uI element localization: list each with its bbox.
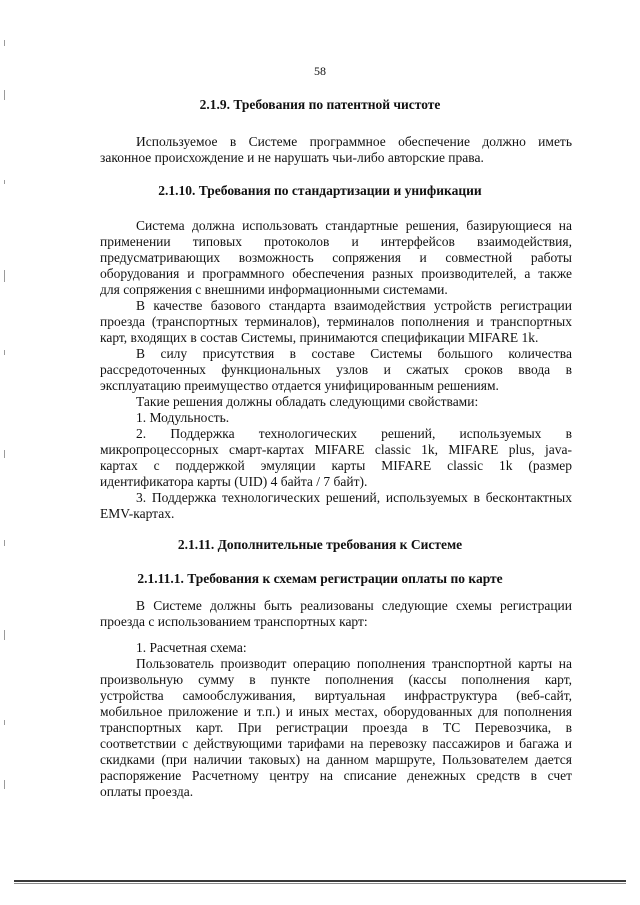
text-line: эксплуатацию преимущество отдается унифицированным решениям. <box>100 378 499 393</box>
paragraph <box>100 218 572 298</box>
page-number: 58 <box>314 64 326 78</box>
text-line: EMV-картах. <box>100 506 175 521</box>
list-item <box>100 640 572 656</box>
text-line: Система должна использовать стандартные решения, базирующиеся на <box>136 218 572 233</box>
text-line: 3. Поддержка технологических решений, используемых в бесконтактных <box>136 490 572 505</box>
text-line: предусматривающих возможность сопряжения и совместной работы <box>100 250 572 265</box>
text-line: оборудования и программного обеспечения разных производителей, а также <box>100 266 572 281</box>
text-line: законное происхождение и не нарушать чьи-либо авторские права. <box>100 150 484 165</box>
text-line: соответствии с действующими тарифами на перевозку пассажиров и багажа и <box>100 736 572 751</box>
text-line: Используемое в Системе программное обеспечение должно иметь <box>136 134 572 149</box>
list-item <box>100 490 572 522</box>
text-line: идентификатора карты (UID) 4 байта / 7 байт). <box>100 474 368 489</box>
text-line: устройства самообслуживания, виртуальная инфраструктура (веб-сайт, <box>100 688 572 703</box>
text-line: произвольную сумму в пункте пополнения (кассы пополнения карт, <box>100 672 572 687</box>
text-line: 2. Поддержка технологических решений, используемых в <box>136 426 572 441</box>
text-line: В силу присутствия в составе Системы большого количества <box>136 346 572 361</box>
text-line: Такие решения должны обладать следующими свойствами: <box>136 394 479 409</box>
text-line: 1. Модульность. <box>136 410 230 425</box>
paragraph <box>100 656 572 800</box>
scan-bottom-rule <box>14 883 626 884</box>
text-line: оплаты проезда. <box>100 784 194 799</box>
text-line: 1. Расчетная схема: <box>136 640 247 655</box>
paragraph <box>100 598 572 630</box>
paragraph <box>100 346 572 394</box>
text-line: рассредоточенных функциональных узлов и сжатых сроков ввода в <box>100 362 572 377</box>
text-line: скидками (при наличии таковых) на данном маршруте, Пользователем дается <box>100 752 572 767</box>
paragraph <box>100 134 572 166</box>
text-line: В Системе должны быть реализованы следующие схемы регистрации <box>136 598 572 613</box>
paragraph <box>100 394 572 410</box>
section-heading-2-1-11-1: 2.1.11.1. Требования к схемам регистрации оплаты по карте <box>137 571 503 586</box>
text-line: Пользователь производит операцию пополнения транспортной карты на <box>136 656 572 671</box>
text-line: мобильное приложение и т.п.) и иных местах, оборудованных для пополнения <box>100 704 572 719</box>
text-line: распоряжение Расчетному центру на списание денежных средств в счет <box>100 768 572 783</box>
text-line: проезда (транспортных терминалов), терминалов пополнения и транспортных <box>100 314 572 329</box>
text-line: В качестве базового стандарта взаимодействия устройств регистрации <box>136 298 572 313</box>
text-line: транспортных карт. При регистрации проезда в ТС Перевозчика, в <box>100 720 572 735</box>
text-line: карт, входящих в состав Системы, принимаются спецификации MIFARE 1k. <box>100 330 539 345</box>
scan-edge-marks <box>4 20 8 800</box>
text-line: картах с поддержкой эмуляции карты MIFARE classic 1k (размер <box>100 458 572 473</box>
list-item <box>100 410 572 426</box>
section-heading-2-1-11: 2.1.11. Дополнительные требования к Системе <box>177 537 463 552</box>
section-heading-2-1-9: 2.1.9. Требования по патентной чистоте <box>199 97 441 112</box>
list-item <box>100 426 572 490</box>
scan-bottom-rule <box>14 880 626 882</box>
text-line: применении типовых протоколов и интерфейсов взаимодействия, <box>100 234 572 249</box>
text-line: проезда с использованием транспортных карт: <box>100 614 368 629</box>
section-heading-2-1-10: 2.1.10. Требования по стандартизации и унификации <box>158 183 482 198</box>
paragraph <box>100 298 572 346</box>
text-line: микропроцессорных смарт-картах MIFARE classic 1k, MIFARE plus, java- <box>100 442 572 457</box>
text-line: для сопряжения с внешними информационными системами. <box>100 282 448 297</box>
